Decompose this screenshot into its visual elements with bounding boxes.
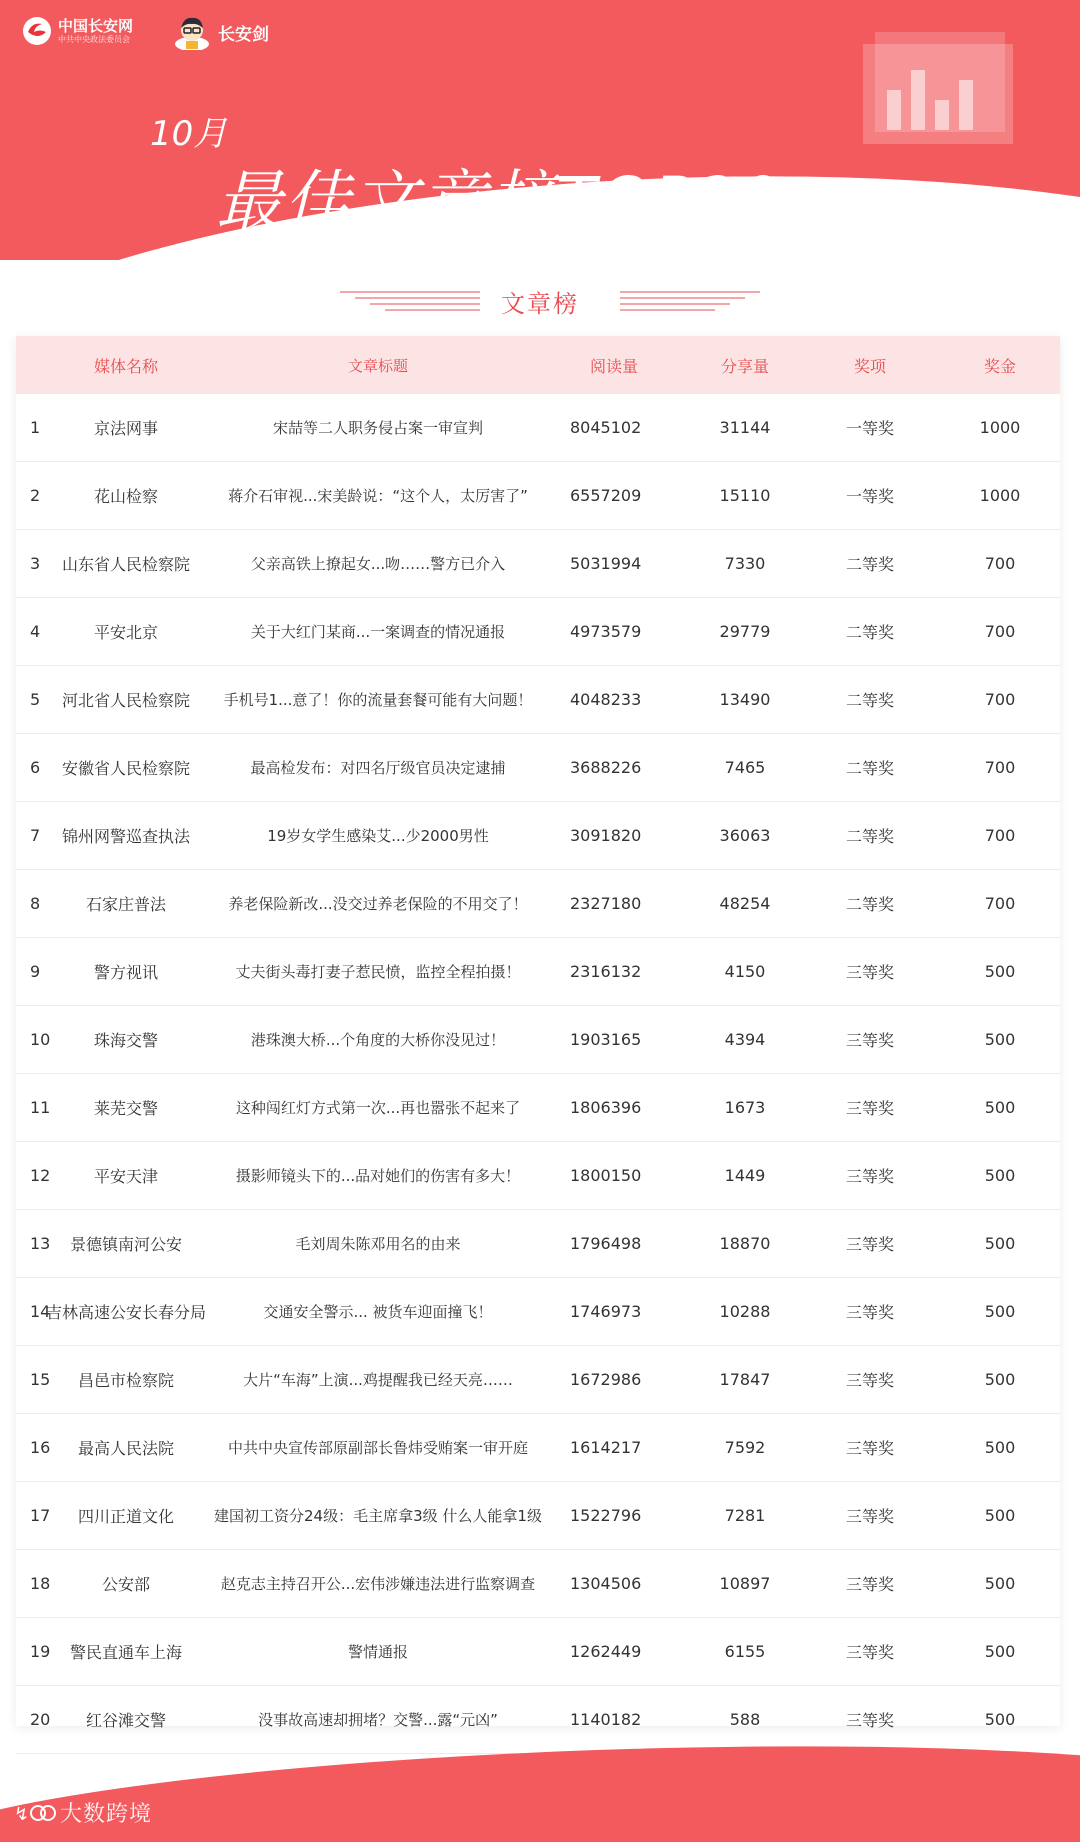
cell-rank: 19 (30, 1642, 51, 1661)
cell-title: 中共中央宣传部原副部长鲁炜受贿案一审开庭 (227, 1439, 528, 1457)
cell-shares: 48254 (719, 894, 771, 913)
cell-rank: 12 (30, 1166, 51, 1185)
table-row (16, 1346, 1060, 1414)
cell-media: 石家庄普法 (85, 895, 166, 914)
cell-shares: 13490 (719, 690, 771, 709)
table-row (16, 462, 1060, 530)
cell-title: 建国初工资分24级：毛主席拿3级 什么人能拿1级 (214, 1507, 542, 1525)
watermark-logo-icon (14, 1800, 56, 1826)
cell-rank: 11 (30, 1098, 51, 1117)
cell-reads: 1903165 (570, 1030, 642, 1049)
cell-shares: 7281 (724, 1506, 766, 1525)
cell-title: 19岁女学生感染艾...少2000男性 (267, 827, 489, 845)
cell-reads: 2327180 (570, 894, 642, 913)
table-row (16, 530, 1060, 598)
cell-media: 锦州网警巡查执法 (61, 827, 190, 846)
watermark (14, 1797, 152, 1828)
cell-prize: 700 (984, 690, 1016, 709)
cell-reads: 1746973 (570, 1302, 642, 1321)
table-row (16, 1142, 1060, 1210)
table-row (16, 598, 1060, 666)
cell-shares: 4150 (724, 962, 766, 981)
header-reads: 阅读量 (590, 356, 639, 376)
cell-shares: 6155 (724, 1642, 766, 1661)
cell-prize: 500 (984, 962, 1016, 981)
header-prize: 奖金 (983, 356, 1016, 376)
header-shares: 分享量 (720, 356, 769, 376)
cell-media: 红谷滩交警 (85, 1711, 166, 1730)
table-row (16, 870, 1060, 938)
cell-shares: 1449 (724, 1166, 766, 1185)
cell-title: 大片“车海”上演...鸡提醒我已经天亮…… (243, 1371, 513, 1389)
cell-media: 平安天津 (93, 1167, 158, 1186)
cell-title: 赵克志主持召开公...宏伟涉嫌违法进行监察调查 (220, 1575, 536, 1593)
cell-prize: 500 (984, 1574, 1016, 1593)
cell-prize: 500 (984, 1030, 1016, 1049)
cell-media: 吉林高速公安长春分局 (46, 1303, 207, 1322)
cell-rank: 18 (30, 1574, 51, 1593)
cell-award: 二等奖 (845, 691, 894, 710)
table-body (16, 394, 1060, 1754)
cell-title: 毛刘周朱陈邓用名的由来 (295, 1235, 461, 1253)
cell-reads: 8045102 (570, 418, 642, 437)
cell-prize: 700 (984, 826, 1016, 845)
header-banner (0, 0, 1080, 260)
cell-prize: 500 (984, 1506, 1016, 1525)
cell-media: 花山检察 (93, 487, 158, 506)
cell-prize: 700 (984, 554, 1016, 573)
cell-title: 港珠澳大桥...个角度的大桥你没见过！ (250, 1031, 506, 1049)
table-row (16, 1550, 1060, 1618)
table-row (16, 394, 1060, 462)
cell-shares: 36063 (719, 826, 771, 845)
cell-prize: 1000 (979, 486, 1021, 505)
cell-title: 警情通报 (347, 1643, 408, 1661)
changan-logo-icon (22, 16, 52, 46)
cell-award: 一等奖 (845, 419, 894, 438)
cell-reads: 1140182 (570, 1710, 642, 1729)
cell-shares: 7592 (724, 1438, 766, 1457)
section-title-label: 文章榜 (501, 290, 579, 318)
changanjian-logo[interactable] (172, 14, 269, 50)
cell-prize: 500 (984, 1302, 1016, 1321)
cell-rank: 7 (30, 826, 41, 845)
page-title: 最佳文章榜TOP20 (216, 163, 783, 240)
cell-media: 平安北京 (93, 623, 158, 642)
cell-award: 一等奖 (845, 487, 894, 506)
cell-prize: 500 (984, 1234, 1016, 1253)
cell-rank: 17 (30, 1506, 51, 1525)
cell-media: 昌邑市检察院 (77, 1371, 174, 1390)
cell-media: 安徽省人民检察院 (61, 759, 190, 778)
cell-media: 山东省人民检察院 (61, 555, 190, 574)
cell-award: 三等奖 (845, 1575, 894, 1594)
cell-reads: 1304506 (570, 1574, 642, 1593)
cell-award: 三等奖 (845, 1371, 894, 1390)
cell-shares: 4394 (724, 1030, 766, 1049)
cell-media: 最高人民法院 (77, 1439, 174, 1458)
cell-rank: 2 (30, 486, 41, 505)
cell-media: 四川正道文化 (77, 1507, 174, 1526)
section-title (0, 282, 1080, 322)
cell-award: 三等奖 (845, 963, 894, 982)
table-row (16, 1074, 1060, 1142)
cell-award: 三等奖 (845, 1167, 894, 1186)
cell-award: 二等奖 (845, 623, 894, 642)
cell-media: 京法网事 (93, 419, 158, 438)
cell-reads: 1672986 (570, 1370, 642, 1389)
cell-shares: 1673 (724, 1098, 766, 1117)
cell-shares: 7330 (724, 554, 766, 573)
cell-title: 父亲高铁上撩起女...吻……警方已介入 (250, 555, 506, 573)
logo-sub-text: 中共中央政法委员会 (58, 34, 130, 44)
cell-title: 这种闯红灯方式第一次...再也嚣张不起来了 (235, 1099, 521, 1117)
cell-prize: 500 (984, 1438, 1016, 1457)
cell-shares: 31144 (719, 418, 771, 437)
cell-prize: 500 (984, 1166, 1016, 1185)
cell-title: 蒋介石审视...宋美龄说：“这个人，太厉害了” (228, 487, 528, 505)
table-row (16, 802, 1060, 870)
decor-lines-right-icon (620, 288, 760, 314)
cell-rank: 15 (30, 1370, 51, 1389)
table-row (16, 1210, 1060, 1278)
cell-award: 二等奖 (845, 895, 894, 914)
cell-shares: 588 (729, 1710, 761, 1729)
header-title: 文章标题 (347, 356, 408, 375)
cell-rank: 4 (30, 622, 41, 641)
cell-rank: 3 (30, 554, 41, 573)
table-row (16, 1006, 1060, 1074)
logo2-name: 长安剑 (218, 24, 269, 45)
cell-media: 河北省人民检察院 (61, 691, 190, 710)
cell-reads: 3091820 (570, 826, 642, 845)
cell-rank: 20 (30, 1710, 51, 1729)
table-row (16, 1482, 1060, 1550)
cell-prize: 500 (984, 1642, 1016, 1661)
cell-award: 二等奖 (845, 827, 894, 846)
cell-award: 三等奖 (845, 1711, 894, 1730)
cell-rank: 5 (30, 690, 41, 709)
cell-rank: 14 (30, 1302, 51, 1321)
header-award: 奖项 (853, 356, 886, 376)
cell-reads: 2316132 (570, 962, 642, 981)
table-header-row (16, 336, 1060, 394)
cell-prize: 500 (984, 1098, 1016, 1117)
footer (0, 1730, 1080, 1842)
cell-prize: 500 (984, 1370, 1016, 1389)
cell-shares: 18870 (719, 1234, 771, 1253)
cell-award: 三等奖 (845, 1507, 894, 1526)
cell-shares: 15110 (719, 486, 771, 505)
changan-logo[interactable] (22, 16, 133, 46)
cell-reads: 6557209 (570, 486, 642, 505)
table-row (16, 1414, 1060, 1482)
cell-rank: 6 (30, 758, 41, 777)
table-row (16, 734, 1060, 802)
cell-shares: 29779 (719, 622, 771, 641)
cell-rank: 1 (30, 418, 41, 437)
table-row (16, 1278, 1060, 1346)
cell-award: 三等奖 (845, 1099, 894, 1118)
cell-award: 三等奖 (845, 1643, 894, 1662)
watermark-text: 大数跨境 (60, 1802, 153, 1827)
cell-title: 最高检发布：对四名厅级官员决定逮捕 (250, 759, 506, 777)
cell-rank: 16 (30, 1438, 51, 1457)
cell-shares: 10897 (719, 1574, 771, 1593)
cell-prize: 700 (984, 894, 1016, 913)
cell-rank: 13 (30, 1234, 51, 1253)
cell-award: 二等奖 (845, 759, 894, 778)
cell-reads: 1796498 (570, 1234, 642, 1253)
cell-reads: 5031994 (570, 554, 642, 573)
cell-prize: 500 (984, 1710, 1016, 1729)
cell-title: 养老保险新改...没交过养老保险的不用交了！ (228, 895, 528, 913)
cell-reads: 4048233 (570, 690, 642, 709)
cell-reads: 1262449 (570, 1642, 642, 1661)
cell-title: 摄影师镜头下的...品对她们的伤害有多大！ (235, 1167, 521, 1185)
svg-text:↯: ↯ (14, 1803, 30, 1825)
cell-award: 三等奖 (845, 1439, 894, 1458)
cell-rank: 9 (30, 962, 41, 981)
table-row (16, 1618, 1060, 1686)
cell-rank: 8 (30, 894, 41, 913)
ranking-table (16, 336, 1060, 1730)
header-media: 媒体名称 (93, 356, 158, 376)
cell-shares: 17847 (719, 1370, 771, 1389)
cell-title: 关于大红门某商...一案调查的情况通报 (250, 623, 506, 641)
cartoon-avatar-icon (172, 14, 212, 50)
cell-reads: 1522796 (570, 1506, 642, 1525)
cell-shares: 10288 (719, 1302, 771, 1321)
cell-award: 三等奖 (845, 1303, 894, 1322)
cell-prize: 700 (984, 622, 1016, 641)
cell-rank: 10 (30, 1030, 51, 1049)
month-label: 10月 (150, 114, 228, 154)
cell-prize: 700 (984, 758, 1016, 777)
cell-shares: 7465 (724, 758, 766, 777)
cell-award: 三等奖 (845, 1031, 894, 1050)
cell-title: 宋喆等二人职务侵占案一审宣判 (272, 419, 483, 437)
cell-reads: 1800150 (570, 1166, 642, 1185)
cell-reads: 1614217 (570, 1438, 642, 1457)
footer-band (0, 1730, 1080, 1842)
cell-title: 交通安全警示... 被货车迎面撞飞！ (263, 1303, 493, 1321)
cell-media: 莱芜交警 (93, 1099, 158, 1118)
cell-title: 手机号1...意了！你的流量套餐可能有大问题！ (223, 691, 533, 709)
cell-award: 三等奖 (845, 1235, 894, 1254)
table-row (16, 666, 1060, 734)
cell-media: 公安部 (101, 1575, 150, 1594)
bar-chart-decoration-icon (845, 20, 1045, 150)
cell-media: 警民直通车上海 (69, 1643, 182, 1662)
logo-main-text: 中国长安网 (58, 16, 134, 35)
cell-reads: 1806396 (570, 1098, 642, 1117)
cell-media: 珠海交警 (93, 1031, 158, 1050)
cell-reads: 3688226 (570, 758, 642, 777)
cell-title: 丈夫街头毒打妻子惹民愤，监控全程拍摄！ (235, 963, 521, 981)
cell-reads: 4973579 (570, 622, 642, 641)
cell-media: 景德镇南河公安 (69, 1235, 182, 1254)
cell-prize: 1000 (979, 418, 1021, 437)
table-row (16, 938, 1060, 1006)
cell-award: 二等奖 (845, 555, 894, 574)
cell-media: 警方视讯 (93, 963, 158, 982)
cell-title: 没事故高速却拥堵？交警...露“元凶” (258, 1711, 498, 1729)
